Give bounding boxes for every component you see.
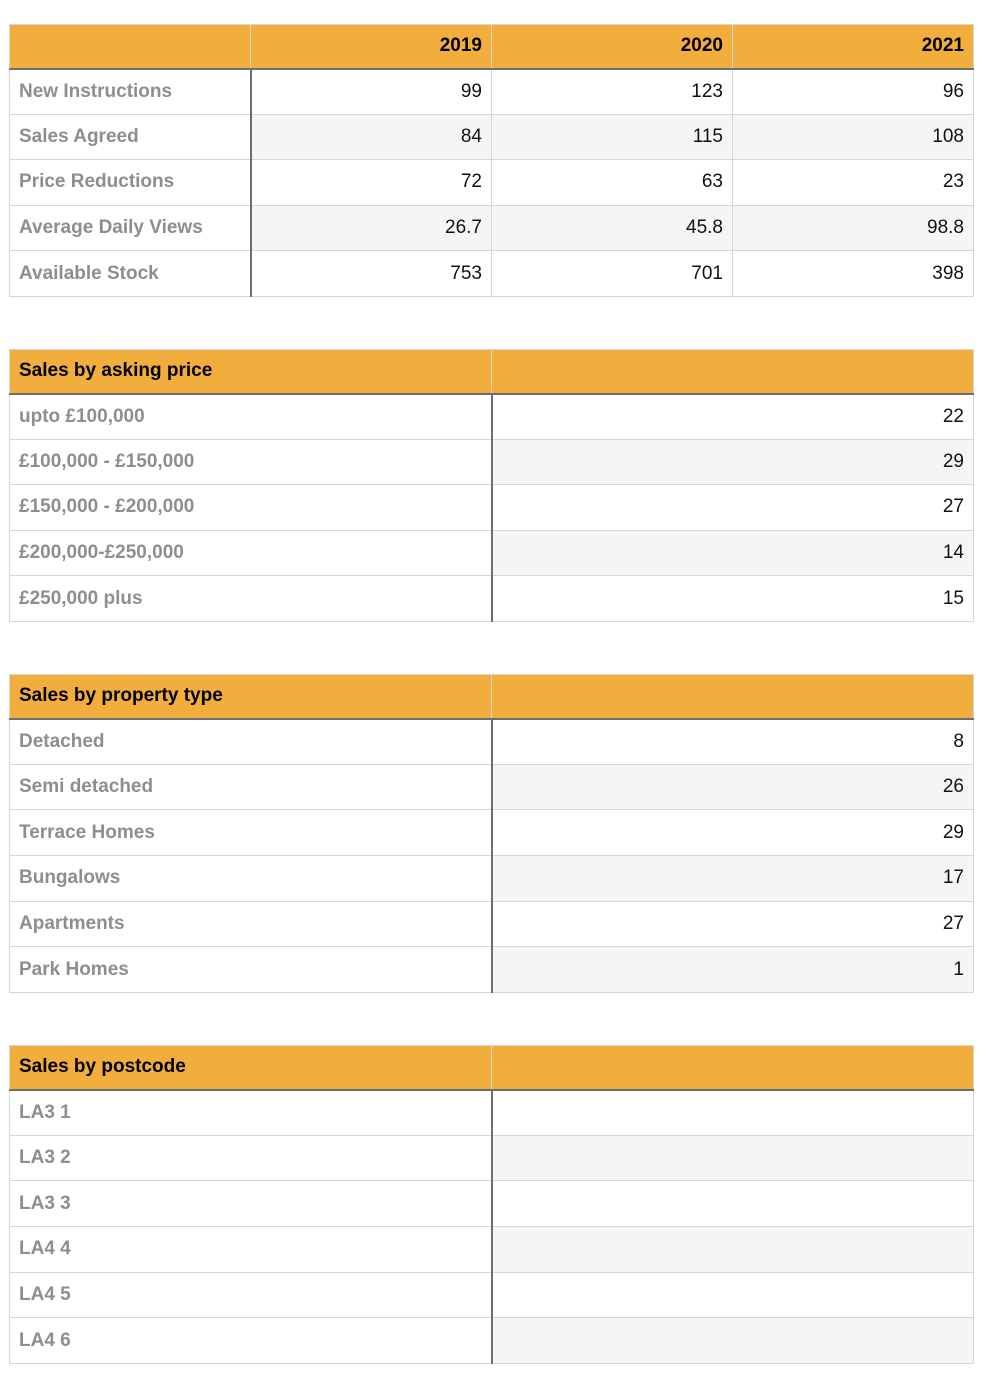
row-label: Park Homes (10, 947, 492, 993)
row-label: £150,000 - £200,000 (10, 485, 492, 531)
value-header (492, 350, 974, 394)
table-row (10, 576, 974, 622)
table-row (10, 1272, 974, 1318)
table-row (10, 1226, 974, 1272)
value-cell: 26 (492, 764, 974, 810)
header-cell-2020: 2020 (492, 25, 733, 69)
value-cell: 398 (733, 251, 974, 297)
row-label: Bungalows (10, 855, 492, 901)
row-label: £250,000 plus (10, 576, 492, 622)
value-cell: 29 (492, 439, 974, 485)
value-cell (492, 1272, 974, 1318)
table-header-row (10, 350, 974, 394)
value-header (492, 675, 974, 719)
table-row (10, 1181, 974, 1227)
row-label: Price Reductions (10, 160, 251, 206)
value-header (492, 1046, 974, 1090)
value-cell: 29 (492, 810, 974, 856)
row-label: LA4 5 (10, 1272, 492, 1318)
table-row (10, 439, 974, 485)
table-row (10, 485, 974, 531)
row-label: LA3 1 (10, 1090, 492, 1136)
value-cell: 8 (492, 719, 974, 765)
row-label: LA4 4 (10, 1226, 492, 1272)
value-cell: 98.8 (733, 205, 974, 251)
value-cell: 753 (251, 251, 492, 297)
table-row (10, 114, 974, 160)
row-label: Average Daily Views (10, 205, 251, 251)
row-label: Available Stock (10, 251, 251, 297)
table-row (10, 205, 974, 251)
value-cell: 26.7 (251, 205, 492, 251)
value-cell: 22 (492, 394, 974, 440)
value-cell: 45.8 (492, 205, 733, 251)
row-label: LA3 3 (10, 1181, 492, 1227)
row-label: LA3 2 (10, 1135, 492, 1181)
value-cell: 27 (492, 485, 974, 531)
table-row (10, 251, 974, 297)
asking-price-table (9, 349, 974, 622)
row-label: Sales Agreed (10, 114, 251, 160)
value-cell: 72 (251, 160, 492, 206)
table-row (10, 69, 974, 115)
table-row (10, 764, 974, 810)
table-row (10, 719, 974, 765)
property-type-table (9, 674, 974, 993)
row-label: New Instructions (10, 69, 251, 115)
table-header-row (10, 25, 974, 69)
table-row (10, 1090, 974, 1136)
value-cell: 701 (492, 251, 733, 297)
value-cell: 96 (733, 69, 974, 115)
value-cell: 115 (492, 114, 733, 160)
row-label: Detached (10, 719, 492, 765)
value-cell: 99 (251, 69, 492, 115)
table-row (10, 901, 974, 947)
value-cell: 123 (492, 69, 733, 115)
row-label: Apartments (10, 901, 492, 947)
table-row (10, 1135, 974, 1181)
table-row (10, 1318, 974, 1364)
value-cell (492, 1318, 974, 1364)
value-cell (492, 1090, 974, 1136)
value-cell: 1 (492, 947, 974, 993)
value-cell (492, 1181, 974, 1227)
table-header-row (10, 675, 974, 719)
value-cell: 63 (492, 160, 733, 206)
table-title: Sales by property type (10, 675, 492, 719)
row-label: LA4 6 (10, 1318, 492, 1364)
row-label: Terrace Homes (10, 810, 492, 856)
value-cell (492, 1226, 974, 1272)
value-cell: 84 (251, 114, 492, 160)
value-cell: 23 (733, 160, 974, 206)
table-header-row (10, 1046, 974, 1090)
row-label: Semi detached (10, 764, 492, 810)
table-row (10, 394, 974, 440)
row-label: £200,000-£250,000 (10, 530, 492, 576)
value-cell (492, 1135, 974, 1181)
value-cell: 15 (492, 576, 974, 622)
header-cell-2021: 2021 (733, 25, 974, 69)
value-cell: 14 (492, 530, 974, 576)
header-cell-2019: 2019 (251, 25, 492, 69)
header-cell-empty (10, 25, 251, 69)
value-cell: 27 (492, 901, 974, 947)
table-row (10, 810, 974, 856)
table-row (10, 530, 974, 576)
row-label: upto £100,000 (10, 394, 492, 440)
market-stats-table (9, 24, 974, 297)
postcode-table (9, 1045, 974, 1364)
value-cell: 17 (492, 855, 974, 901)
table-row (10, 947, 974, 993)
table-title: Sales by asking price (10, 350, 492, 394)
table-title: Sales by postcode (10, 1046, 492, 1090)
table-row (10, 160, 974, 206)
row-label: £100,000 - £150,000 (10, 439, 492, 485)
value-cell: 108 (733, 114, 974, 160)
table-row (10, 855, 974, 901)
